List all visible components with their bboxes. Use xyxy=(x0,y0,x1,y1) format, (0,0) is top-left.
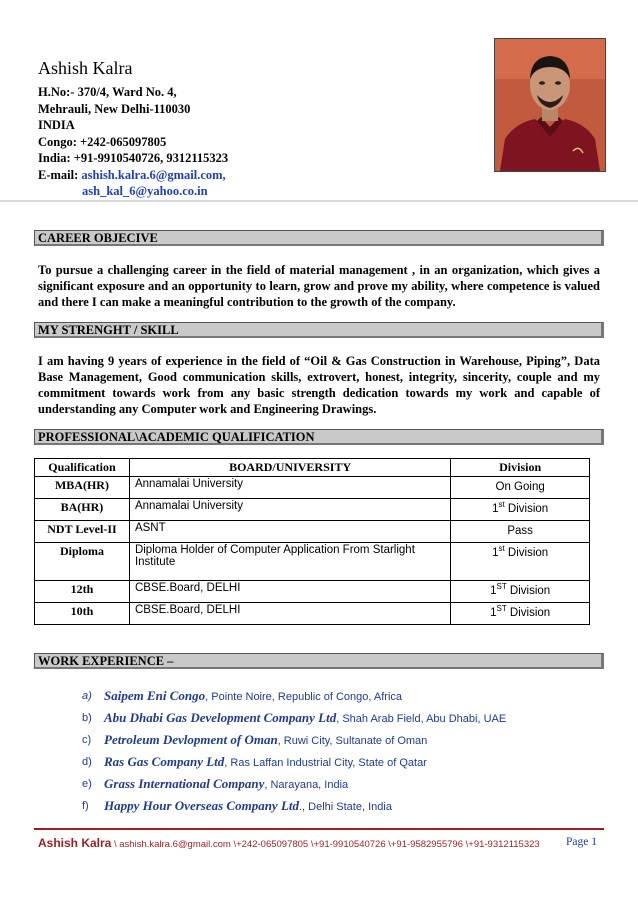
email-label: E-mail: xyxy=(38,167,82,182)
division-suffix: st xyxy=(498,544,505,553)
address-line-1: H.No:- 370/4, Ward No. 4, xyxy=(38,85,177,99)
cell-qualification: Diploma xyxy=(35,543,130,581)
list-marker: b) xyxy=(82,712,92,724)
list-marker: c) xyxy=(82,734,92,746)
qualification-table xyxy=(34,458,590,625)
list-marker: e) xyxy=(82,778,92,790)
cell-division xyxy=(451,581,590,603)
cell-qualification: MBA(HR) xyxy=(35,477,130,499)
company-name: Petroleum Devlopment of Oman xyxy=(104,732,278,747)
table-row xyxy=(35,477,590,499)
phone-india: India: +91-9910540726, 9312115323 xyxy=(38,151,229,165)
country: INDIA xyxy=(38,118,75,132)
company-location: , Ras Laffan Industrial City, State of Qatar xyxy=(224,757,427,769)
contact-block xyxy=(38,84,228,200)
candidate-name: Ashish Kalra xyxy=(38,58,133,78)
page-number: Page 1 xyxy=(566,836,597,848)
cell-division xyxy=(451,499,590,521)
section-title-work: WORK EXPERIENCE – xyxy=(38,654,174,668)
division-text: Division xyxy=(504,502,549,515)
cell-board: CBSE.Board, DELHI xyxy=(129,603,450,625)
cell-board: Diploma Holder of Computer Application From Starlight Institute xyxy=(129,543,450,581)
cell-division xyxy=(451,543,590,581)
work-entry xyxy=(104,710,506,726)
work-entry xyxy=(104,754,427,770)
list-marker: a) xyxy=(82,690,92,702)
company-location: , Narayana, India xyxy=(264,779,349,791)
profile-photo xyxy=(494,38,606,172)
cell-board: ASNT xyxy=(129,521,450,543)
footer-divider xyxy=(34,828,604,830)
company-name: Ras Gas Company Ltd xyxy=(104,754,225,769)
list-marker: f) xyxy=(82,800,89,812)
table-header-row xyxy=(35,459,590,477)
list-marker: d) xyxy=(82,756,92,768)
table-row xyxy=(35,499,590,521)
cell-qualification: 12th xyxy=(35,581,130,603)
table-row xyxy=(35,603,590,625)
division-value: On Going xyxy=(495,480,545,493)
division-text: Division xyxy=(506,584,551,597)
company-name: Grass International Company xyxy=(104,776,265,791)
work-entry xyxy=(104,688,402,704)
email-link-1[interactable]: ashish.kalra.6@gmail.com, xyxy=(81,167,226,182)
section-header-qualification xyxy=(34,429,604,445)
table-row xyxy=(35,521,590,543)
cell-qualification: NDT Level-II xyxy=(35,521,130,543)
company-name: Saipem Eni Congo xyxy=(104,688,206,703)
cell-board: Annamalai University xyxy=(129,499,450,521)
cell-division xyxy=(451,603,590,625)
section-header-career xyxy=(34,230,604,246)
division-value: 1 xyxy=(490,584,497,597)
career-objective-text: To pursue a challenging career in the field of material management , in an organization, which gives a significant exposure and an opportunity to learn, grow and prove my ability, where competence is valued and there I can make a meaningful contribution to the growth of the company. xyxy=(38,263,600,309)
section-title-skill: MY STRENGHT / SKILL xyxy=(38,323,179,337)
email-line-2 xyxy=(38,183,228,200)
section-title-qualification: PROFESSIONAL\ACADEMIC QUALIFICATION xyxy=(38,430,315,444)
company-location: , Pointe Noire, Republic of Congo, Africa xyxy=(205,691,403,703)
footer-text xyxy=(38,836,540,850)
skill-text: I am having 9 years of experience in the field of “Oil & Gas Construction in Warehouse, Piping”, Data Base Management, Good communication skills, extrovert, honest, integrity, sincerity, couple and my commitment towards work from any basic strength dedication towards my work and capable of understanding any Computer work and Engineering Drawings. xyxy=(38,354,600,416)
division-value: 1 xyxy=(490,606,497,619)
email-line xyxy=(38,167,228,184)
section-header-skill xyxy=(34,322,604,338)
cell-board: CBSE.Board, DELHI xyxy=(129,581,450,603)
work-entry xyxy=(104,798,392,814)
table-row xyxy=(35,543,590,581)
work-entry xyxy=(104,776,348,792)
header-board: BOARD/UNIVERSITY xyxy=(129,459,450,477)
cell-qualification: BA(HR) xyxy=(35,499,130,521)
company-name: Abu Dhabi Gas Development Company Ltd xyxy=(104,710,337,725)
header-qualification: Qualification xyxy=(35,459,130,477)
cell-division xyxy=(451,477,590,499)
section-title-career: CAREER OBJECIVE xyxy=(38,231,158,245)
company-location: , Shah Arab Field, Abu Dhabi, UAE xyxy=(336,713,507,725)
email-link-2[interactable]: ash_kal_6@yahoo.co.in xyxy=(82,184,208,198)
footer-details: \ ashish.kalra.6@gmail.com \+242-065097805 \+91-9910540726 \+91-9582955796 \+91-9312115323 xyxy=(111,839,540,850)
cell-board: Annamalai University xyxy=(129,477,450,499)
header-division: Division xyxy=(451,459,590,477)
division-text: Division xyxy=(506,606,551,619)
table-row xyxy=(35,581,590,603)
footer-name: Ashish Kalra xyxy=(38,836,112,850)
division-value: 1 xyxy=(492,546,499,559)
company-location: ., Delhi State, India xyxy=(299,801,392,813)
header-divider xyxy=(0,200,638,202)
division-suffix: st xyxy=(498,500,505,509)
address-line-2: Mehrauli, New Delhi-110030 xyxy=(38,101,191,116)
company-location: , Ruwi City, Sultanate of Oman xyxy=(277,735,428,747)
phone-congo: Congo: +242-065097805 xyxy=(38,134,167,149)
work-entry xyxy=(104,732,427,748)
division-text: Division xyxy=(504,546,549,559)
division-value: 1 xyxy=(492,502,499,515)
company-name: Happy Hour Overseas Company Ltd xyxy=(104,798,299,813)
section-header-work xyxy=(34,653,604,669)
cell-division xyxy=(451,521,590,543)
division-value: Pass xyxy=(507,524,533,537)
division-suffix: ST xyxy=(496,604,507,613)
division-suffix: ST xyxy=(496,582,507,591)
cell-qualification: 10th xyxy=(35,603,130,625)
